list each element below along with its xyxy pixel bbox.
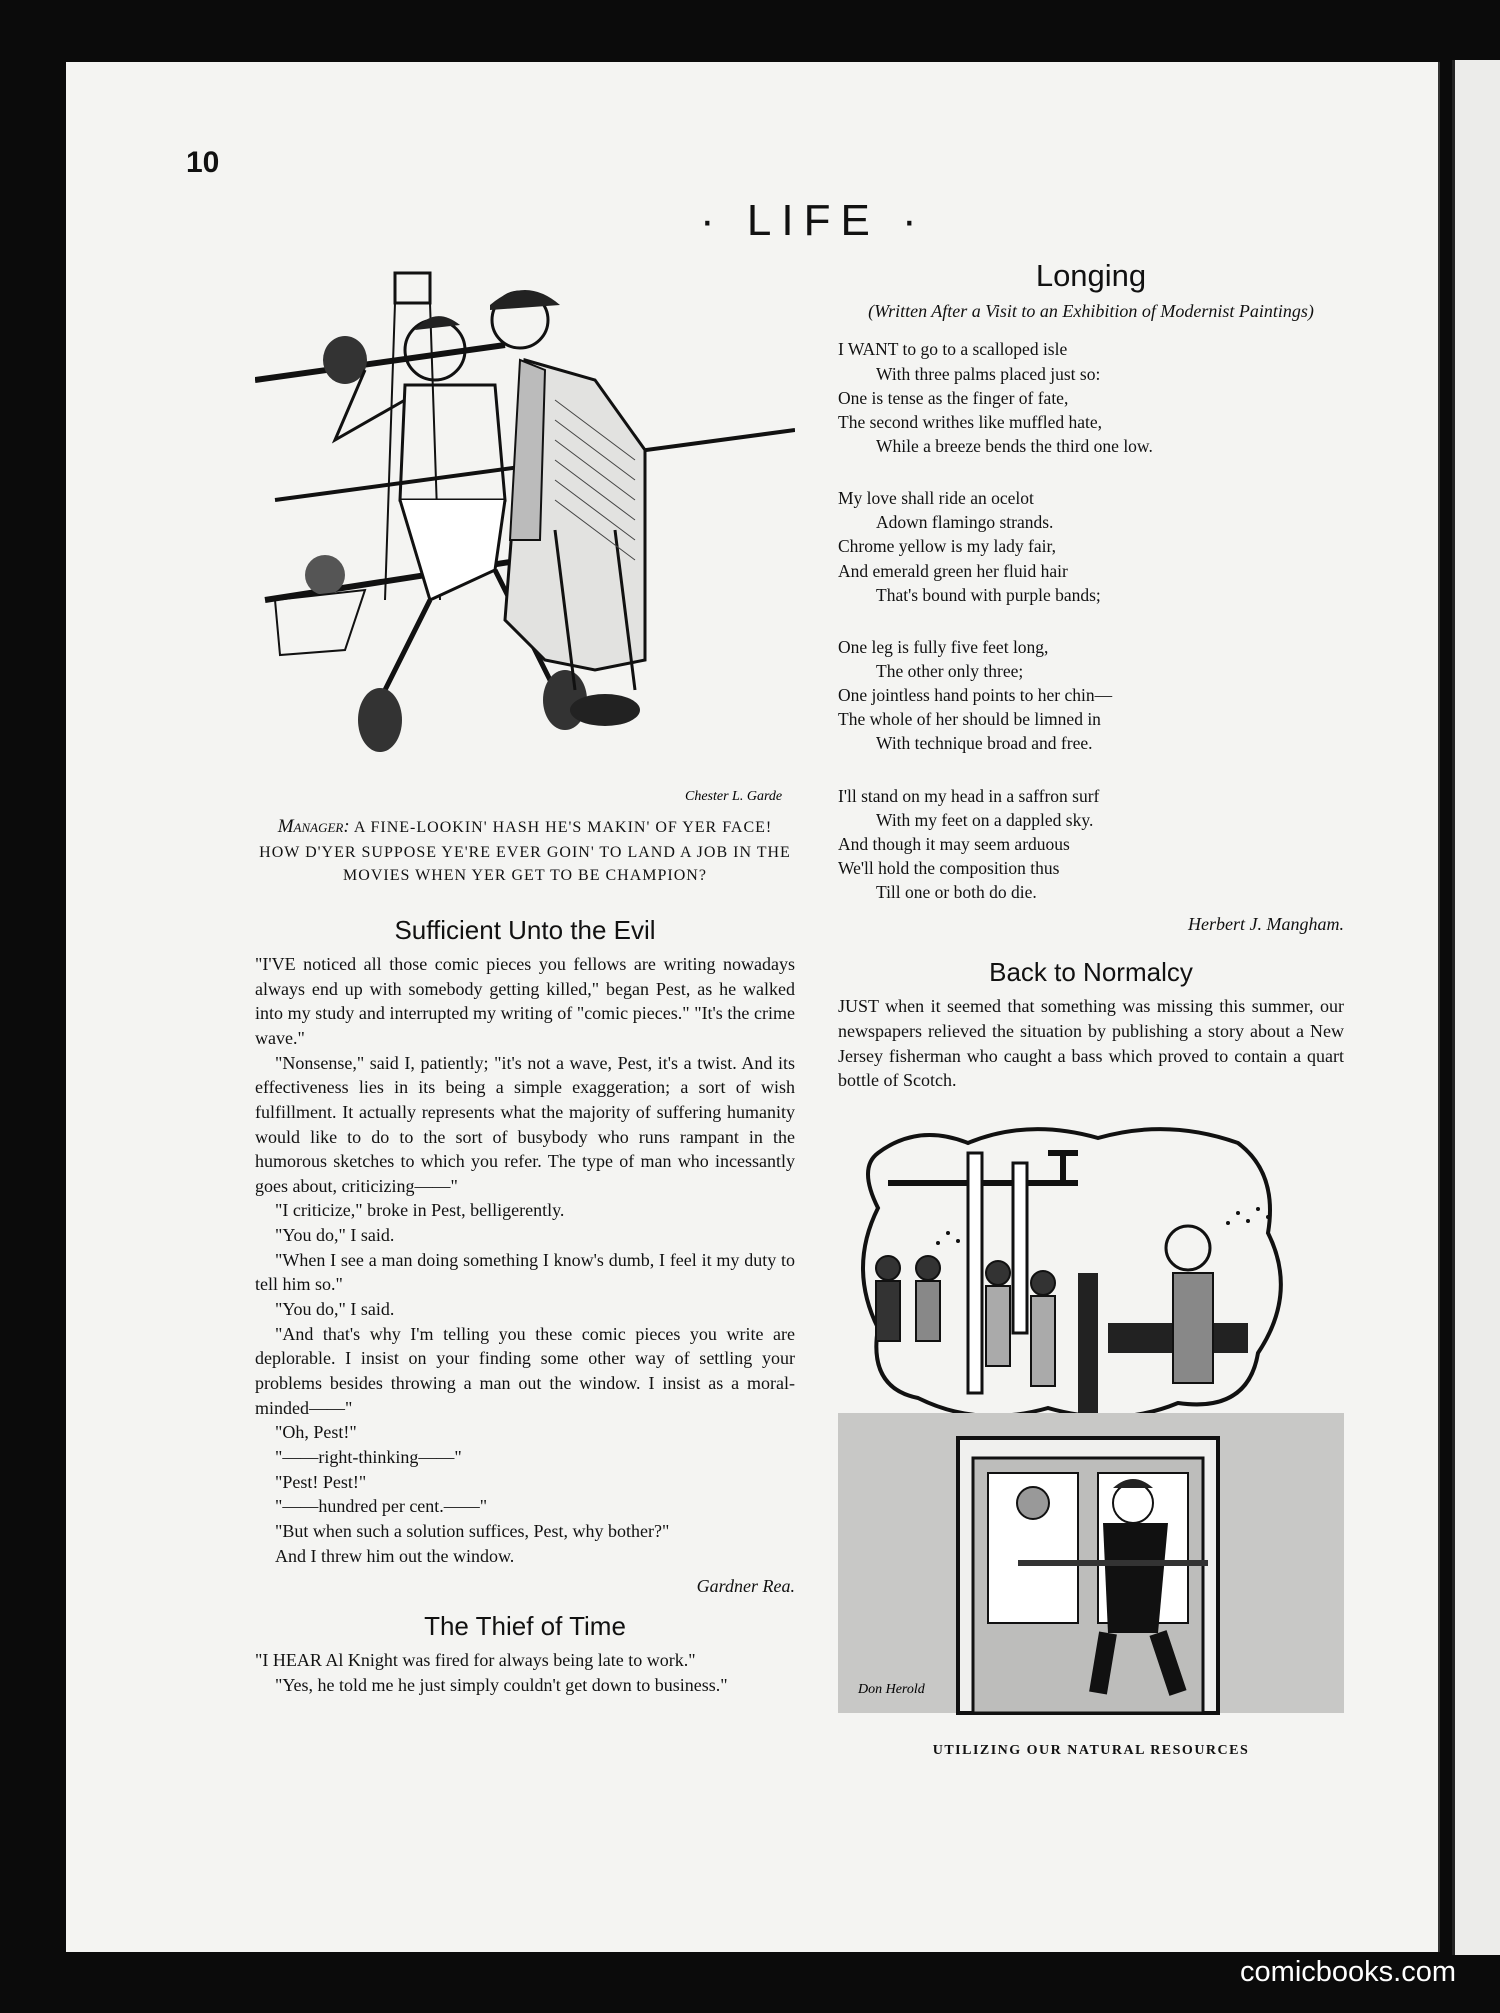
poem-line: And emerald green her fluid hair [838,560,1068,581]
story-body [838,994,1344,1093]
story-paragraph: "You do," I said. [275,1299,395,1320]
story-paragraph: "And that's why I'm telling you these comic pieces you write are deplorable. I insist on your finding some other way of settling your problems besides throwing a man out the window. I insist as a moral-minded——" [255,1323,795,1418]
poem-line: The whole of her should be limned in [838,709,1101,730]
poem-line: One leg is fully five feet long, [838,636,1049,657]
poem-stanza [838,635,1344,756]
story-title: The Thief of Time [424,1611,626,1642]
poem-line: The second writhes like muffled hate, [838,411,1103,432]
story-paragraph: "Nonsense," said I, patiently; "it's not a wave, Pest, it's a twist. And its effectiveness lies in its being a simple exaggeration; a sort of wish fulfillment. It actually represents what the majority of suffering humanity would like to do to the sort of busybody who runs rampant in the humorous sketches to which you refer. The type of man who incessantly goes about, criticizing——" [255,1052,795,1196]
story-paragraph: "When I see a man doing something I know's dumb, I feel it my duty to tell him so." [255,1249,795,1295]
story-paragraph: "Yes, he told me he just simply couldn't get down to business." [275,1674,728,1695]
poem-line: I'll stand on my head in a saffron surf [838,785,1100,806]
story-title: Back to Normalcy [989,957,1193,988]
poem-stanza [838,784,1344,905]
poem-line: I WANT to go to a scalloped isle [838,339,1068,360]
caption-text: A FINE-LOOKIN' HASH HE'S MAKIN' OF YER FACE! HOW D'YER SUPPOSE YE'RE EVER GOIN' TO LAND A JOB IN THE MOVIES WHEN YER GET TO BE CHAMPION? [259,819,791,884]
story-paragraph: And I threw him out the window. [275,1545,515,1566]
story-paragraph: "I'VE noticed all those comic pieces you fellows are writing nowadays always end up with somebody getting killed," began Pest, as he walked into my study and interrupted my writing of "comic pieces." "It's the crime wave." [255,953,795,1048]
story-paragraph: "Pest! Pest!" [275,1471,367,1492]
masthead: · LIFE · [700,196,927,245]
poem-line: And though it may seem arduous [838,833,1070,854]
poem-line: With my feet on a dappled sky. [876,809,1094,830]
poem-line: We'll hold the composition thus [838,857,1060,878]
story-paragraph: "You do," I said. [275,1225,395,1246]
poem-line: Till one or both do die. [876,882,1037,903]
poem-line: While a breeze bends the third one low. [876,435,1153,456]
left-column [255,270,795,1698]
poem-line: One jointless hand points to her chin— [838,685,1113,706]
poem-line: My love shall ride an ocelot [838,488,1034,509]
story-byline: Gardner Rea. [696,1576,795,1597]
site-watermark: comicbooks.com [1240,1956,1456,1988]
poem-line: That's bound with purple bands; [876,584,1101,605]
story-body [255,1648,795,1697]
story-paragraph: "Oh, Pest!" [275,1422,357,1443]
poem-line: Adown flamingo strands. [876,512,1054,533]
story-paragraph: "I criticize," broke in Pest, belligerently. [275,1200,565,1221]
poem-title: Longing [1035,258,1147,293]
story-title: Sufficient Unto the Evil [394,914,656,945]
story-paragraph: "I HEAR Al Knight was fired for always being late to work." [255,1650,696,1671]
story-paragraph: "But when such a solution suffices, Pest, why bother?" [275,1521,670,1542]
poem-stanza [838,486,1344,607]
factory-cartoon [838,1113,1344,1733]
poem-byline: Herbert J. Mangham. [1188,914,1344,935]
poem-line: With three palms placed just so: [876,363,1101,384]
story-paragraph: "——right-thinking——" [275,1447,462,1468]
poem-line: One is tense as the finger of fate, [838,387,1069,408]
cartoon-signature: Chester L. Garde [685,789,783,804]
adjacent-page-edge [1452,60,1500,1955]
poem-body [838,337,1344,904]
caption-speaker: Manager: [277,816,350,837]
right-column [838,258,1344,1759]
boxing-cartoon [255,270,795,805]
poem-line: With technique broad and free. [876,733,1093,754]
poem-stanza [838,337,1344,458]
cartoon-signature: Don Herold [858,1681,925,1697]
story-paragraph: "——hundred per cent.——" [275,1496,488,1517]
story-body [255,952,795,1568]
cartoon-caption: UTILIZING OUR NATURAL RESOURCES [932,1742,1250,1758]
story-paragraph: JUST when it seemed that something was missing this summer, our newspapers relieved the situation by publishing a story about a New Jersey fisherman who caught a bass which proved to contain a quart bottle of Scotch. [838,996,1344,1091]
page-number: 10 [186,146,220,179]
poem-line: The other only three; [876,660,1024,681]
poem-subtitle: (Written After a Visit to an Exhibition of Modernist Paintings) [868,301,1314,321]
poem-line: Chrome yellow is my lady fair, [838,536,1057,557]
cartoon-caption [255,813,795,887]
